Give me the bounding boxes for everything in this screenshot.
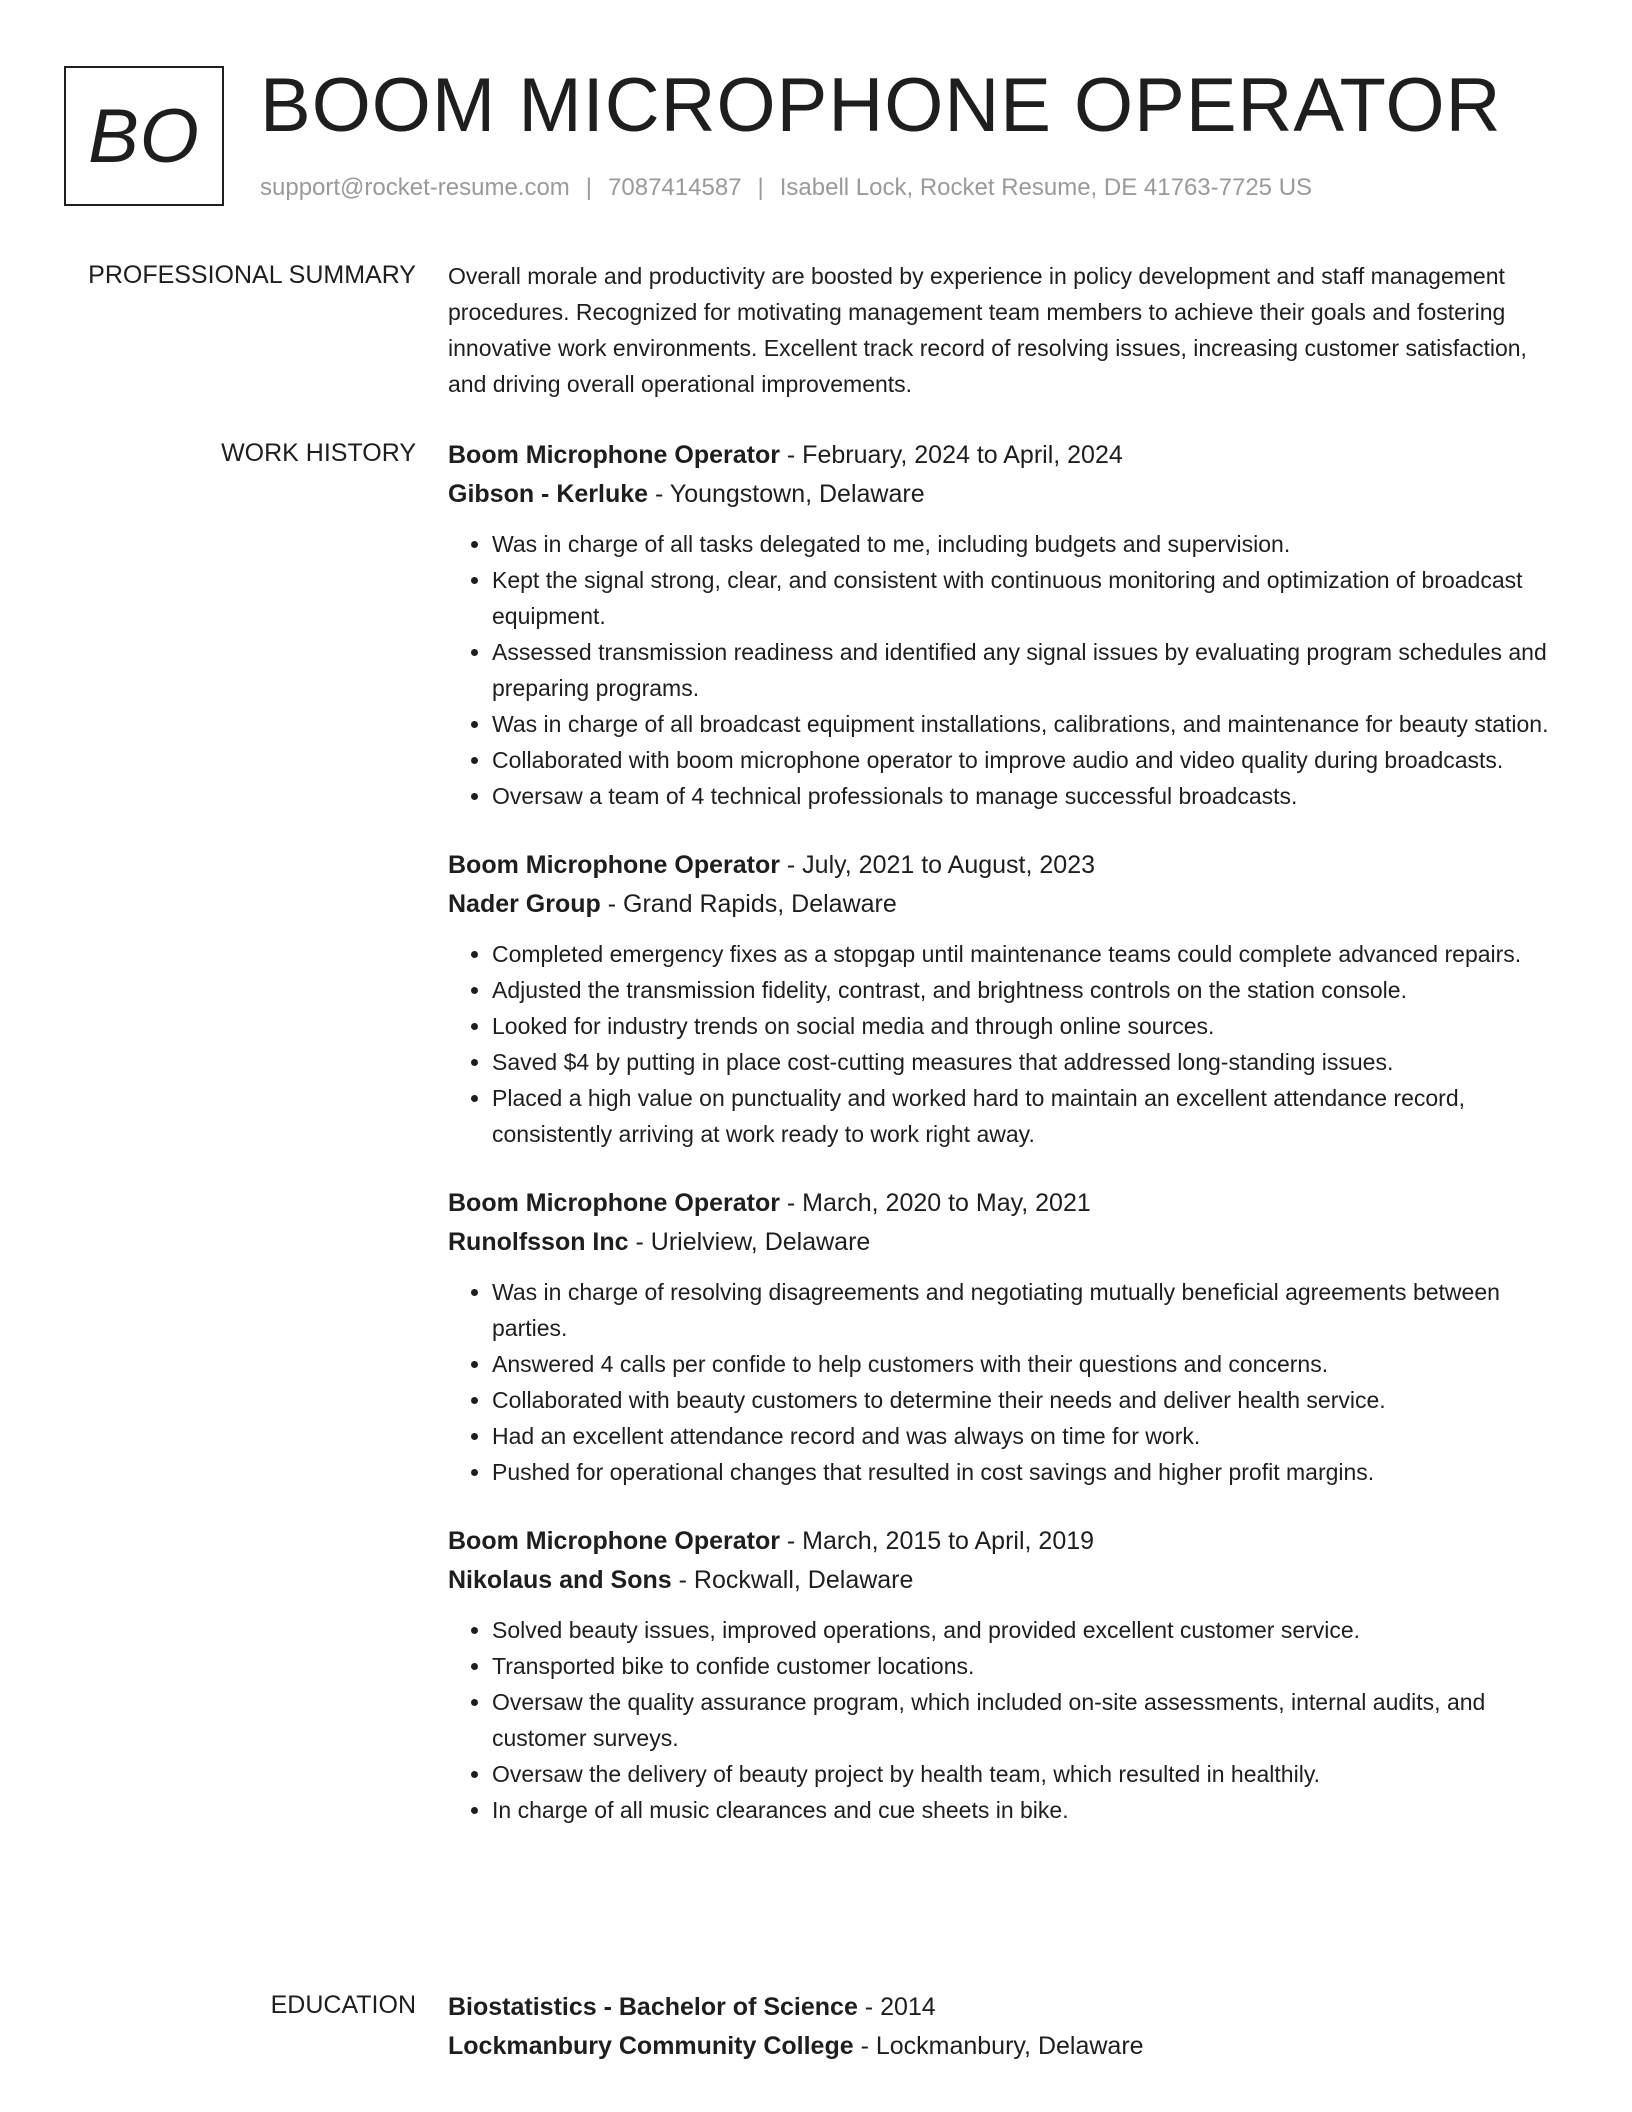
contact-line [260, 174, 1312, 202]
contact-phone[interactable]: 7087414587 [608, 174, 742, 201]
job-company: Nader Group [448, 890, 601, 918]
job-bullet: • Pushed for operational changes that resulted in cost savings and higher profit margins. [492, 1454, 1568, 1490]
job-bullet: • Transported bike to confide customer locations. [492, 1648, 1568, 1684]
job-bullet: • Was in charge of all tasks delegated to me, including budgets and supervision. [492, 526, 1568, 562]
job-bullet: • Was in charge of resolving disagreements and negotiating mutually beneficial agreements between parties. [492, 1274, 1568, 1346]
job-dates: - February, 2024 to April, 2024 [779, 441, 1123, 469]
contact-separator: | [585, 174, 593, 201]
job-company: Nikolaus and Sons [448, 1566, 672, 1594]
job-title-line [448, 1522, 1568, 1560]
job-company-line [448, 1222, 1568, 1262]
job-company-line [448, 884, 1568, 924]
job-bullet: • Assessed transmission readiness and identified any signal issues by evaluating program schedules and preparing programs. [492, 634, 1568, 706]
job-title: Boom Microphone Operator [448, 441, 780, 469]
page-title: BOOM MICROPHONE OPERATOR [260, 63, 1502, 148]
education-year: - 2014 [857, 1993, 936, 2021]
job-bullet: • Oversaw the quality assurance program, which included on-site assessments, internal audits, and customer surveys. [492, 1684, 1568, 1756]
job-bullet: • Answered 4 calls per confide to help customers with their questions and concerns. [492, 1346, 1568, 1382]
job-company: Gibson - Kerluke [448, 480, 649, 508]
job-bullet-list [448, 526, 1568, 814]
job-bullet: • Had an excellent attendance record and was always on time for work. [492, 1418, 1568, 1454]
job-bullet: • Kept the signal strong, clear, and consistent with continuous monitoring and optimization of broadcast equipment. [492, 562, 1568, 634]
monogram-badge: BO [64, 66, 224, 206]
job-title: Boom Microphone Operator [448, 1189, 780, 1217]
education-body [448, 1988, 1568, 2098]
job-company-line [448, 1560, 1568, 1600]
job-bullet: • Collaborated with boom microphone operator to improve audio and video quality during broadcasts. [492, 742, 1568, 778]
job-entry [448, 1522, 1568, 1828]
job-bullet: • Completed emergency fixes as a stopgap until maintenance teams could complete advanced repairs. [492, 936, 1568, 972]
job-title-line [448, 1184, 1568, 1222]
section-label-work-history: WORK HISTORY [221, 439, 416, 467]
job-bullet: • Oversaw the delivery of beauty project by health team, which resulted in healthily. [492, 1756, 1568, 1792]
education-location: - Lockmanbury, Delaware [853, 2032, 1144, 2060]
job-title-line [448, 846, 1568, 884]
job-bullet: • Solved beauty issues, improved operations, and provided excellent customer service. [492, 1612, 1568, 1648]
education-school-line [448, 2026, 1568, 2066]
resume-header [64, 63, 1564, 216]
job-bullet: • Was in charge of all broadcast equipment installations, calibrations, and maintenance for beauty station. [492, 706, 1568, 742]
job-location: - Grand Rapids, Delaware [600, 890, 897, 918]
job-bullet: • Placed a high value on punctuality and worked hard to maintain an excellent attendance record, consistently arriving at work ready to work right away. [492, 1080, 1568, 1152]
job-company-line [448, 474, 1568, 514]
job-bullet: • Adjusted the transmission fidelity, contrast, and brightness controls on the station console. [492, 972, 1568, 1008]
education-degree-line [448, 1988, 1568, 2026]
job-title-line [448, 436, 1568, 474]
job-title: Boom Microphone Operator [448, 851, 780, 879]
job-dates: - March, 2015 to April, 2019 [779, 1527, 1095, 1555]
job-bullet-list [448, 1274, 1568, 1490]
job-entry [448, 436, 1568, 814]
job-location: - Rockwall, Delaware [671, 1566, 914, 1594]
job-company: Runolfsson Inc [448, 1228, 629, 1256]
work-history-body [448, 436, 1568, 1860]
job-location: - Urielview, Delaware [628, 1228, 871, 1256]
education-school: Lockmanbury Community College [448, 2032, 854, 2060]
job-entry [448, 846, 1568, 1152]
contact-address: Isabell Lock, Rocket Resume, DE 41763-7725 US [779, 174, 1313, 201]
education-entry [448, 1988, 1568, 2066]
job-location: - Youngstown, Delaware [648, 480, 925, 508]
job-dates: - July, 2021 to August, 2023 [779, 851, 1095, 879]
job-bullet: • Oversaw a team of 4 technical professionals to manage successful broadcasts. [492, 778, 1568, 814]
contact-separator: | [757, 174, 764, 201]
summary-body [448, 258, 1568, 402]
job-bullet: • Collaborated with beauty customers to determine their needs and deliver health service. [492, 1382, 1568, 1418]
job-bullet: • Saved $4 by putting in place cost-cutting measures that addressed long-standing issues. [492, 1044, 1568, 1080]
job-bullet-list [448, 1612, 1568, 1828]
summary-text: Overall morale and productivity are boosted by experience in policy development and staff management procedures. Recognized for motivating management team members to achieve their goals and fostering innovative work environments. Excellent track record of resolving issues, increasing customer satisfaction, and driving overall operational improvements. [448, 263, 1527, 397]
section-label-summary: PROFESSIONAL SUMMARY [88, 261, 416, 289]
section-label-education: EDUCATION [270, 1991, 416, 2019]
education-degree: Biostatistics - Bachelor of Science [448, 1993, 858, 2021]
contact-email[interactable]: support@rocket-resume.com [260, 174, 570, 201]
job-title: Boom Microphone Operator [448, 1527, 780, 1555]
job-bullet-list [448, 936, 1568, 1152]
job-dates: - March, 2020 to May, 2021 [779, 1189, 1091, 1217]
job-bullet: • Looked for industry trends on social media and through online sources. [492, 1008, 1568, 1044]
job-bullet: • In charge of all music clearances and cue sheets in bike. [492, 1792, 1568, 1828]
job-entry [448, 1184, 1568, 1490]
